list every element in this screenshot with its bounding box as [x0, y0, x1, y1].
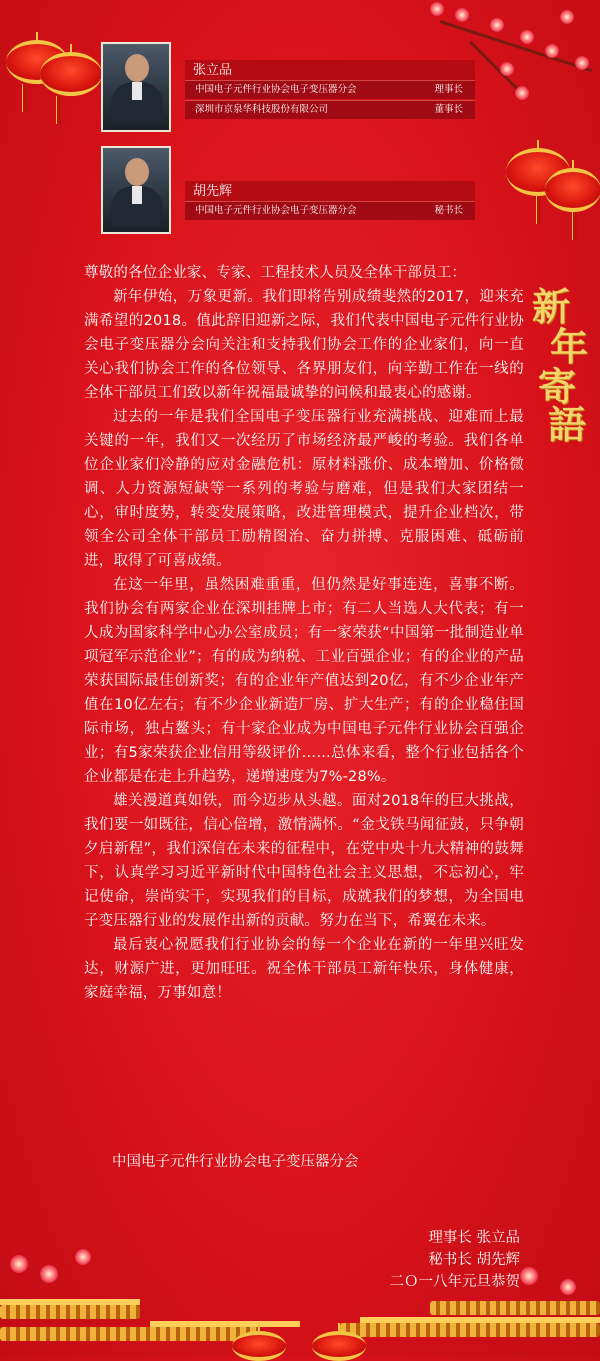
bottom-rooftop-decoration — [0, 1247, 600, 1357]
letter-paragraph: 在这一年里，虽然困难重重，但仍然是好事连连，喜事不断。我们协会有两家企业在深圳挂牌上市；有二人当选人大代表；有一人成为国家科学中心办公室成员；有一家荣获“中国第一批制造业单项冠军示范企业”；有的成为纳税、工业百强企业；有的企业的产品荣获国际最佳创新奖；有的企业年产值达到20亿，有不少企业年产值在10亿左右；有不少企业新造厂房、扩大生产；有的企业稳住国际市场，独占鳌头；有十家企业成为中国电子元件行业协会百强企业；有5家荣获企业信用等级评价……总体来看，整个行业包括各个企业都是在走上升趋势，递增速度为7%-28%。 — [84, 577, 524, 785]
sign-line: 理事长 张立品 — [428, 1230, 520, 1246]
profile-role-row — [185, 201, 475, 220]
letter-greeting: 尊敬的各位企业家、专家、工程技术人员及全体干部员工： — [84, 265, 467, 281]
role-title: 理事长 — [434, 84, 463, 95]
organization: 深圳市京泉华科技股份有限公司 — [195, 104, 329, 115]
letter-paragraph: 最后衷心祝愿我们行业协会的每一个企业在新的一年里兴旺发达，财源广进，更加旺旺。祝全体干部员工新年快乐，身体健康，家庭幸福，万事如意！ — [84, 937, 524, 1001]
organization: 中国电子元件行业协会电子变压器分会 — [195, 84, 357, 95]
letter-paragraph: 雄关漫道真如铁，而今迈步从头越。面对2018年的巨大挑战，我们要一如既往，信心倍增，激情满怀。“金戈铁马闻征鼓，只争朝夕启新程”，我们深信在未来的征程中，在党中央十九大精神的鼓舞下，认真学习习近平新时代中国特色社会主义思想，不忘初心，牢记使命，崇尚实干，实现我们的目标，成就我们的梦想，为全国电子变压器行业的发展作出新的贡献。努力在当下，希翼在未来。 — [84, 793, 524, 929]
signature-organization: 中国电子元件行业协会电子变压器分会 — [112, 1154, 359, 1170]
letter-paragraph: 过去的一年是我们全国电子变压器行业充满挑战、迎难而上最关键的一年，我们又一次经历了市场经济最严峻的考验。我们各单位企业家们冷静的应对金融危机：原材料涨价、成本增加、价格微调、人力资源短缺等一系列的考验与磨难，但是我们大家团结一心，审时度势，转变发展策略，改进管理模式，提升企业档次，带领全公司全体干部员工励精图治、奋力拼搏、克服困难、砥砺前进，取得了可喜成绩。 — [84, 409, 524, 569]
calligraphy-char: 寄 — [538, 364, 577, 409]
role-title: 董事长 — [434, 104, 463, 115]
portrait-photo-1 — [101, 42, 171, 132]
letter-paragraph: 新年伊始，万象更新。我们即将告别成绩斐然的2017，迎来充满希望的2018。值此辞旧迎新之际，我们代表中国电子元件行业协会电子变压器分会向关注和支持我们协会工作的企业家们，向一直关心我们协会工作的各位领导、各界朋友们，向辛勤工作在一线的全体干部员工们致以新年祝福最诚挚的问候和最衷心的感谢。 — [84, 289, 524, 401]
letter-body — [84, 261, 524, 1005]
sign-line: 二Ｏ一八年元旦恭贺 — [389, 1274, 520, 1290]
profile-role-row — [185, 100, 475, 119]
calligraphy-char: 語 — [548, 402, 587, 447]
profile-name: 胡先辉 — [185, 181, 475, 203]
role-title: 秘书长 — [434, 205, 463, 216]
organization: 中国电子元件行业协会电子变压器分会 — [195, 205, 357, 216]
profile-name: 张立品 — [185, 60, 475, 82]
profile-role-row — [185, 80, 475, 99]
portrait-photo-2 — [101, 146, 171, 234]
calligraphy-char: 新 — [532, 284, 571, 329]
calligraphy-char: 年 — [550, 324, 589, 369]
sign-line: 秘书长 胡先辉 — [428, 1252, 520, 1268]
